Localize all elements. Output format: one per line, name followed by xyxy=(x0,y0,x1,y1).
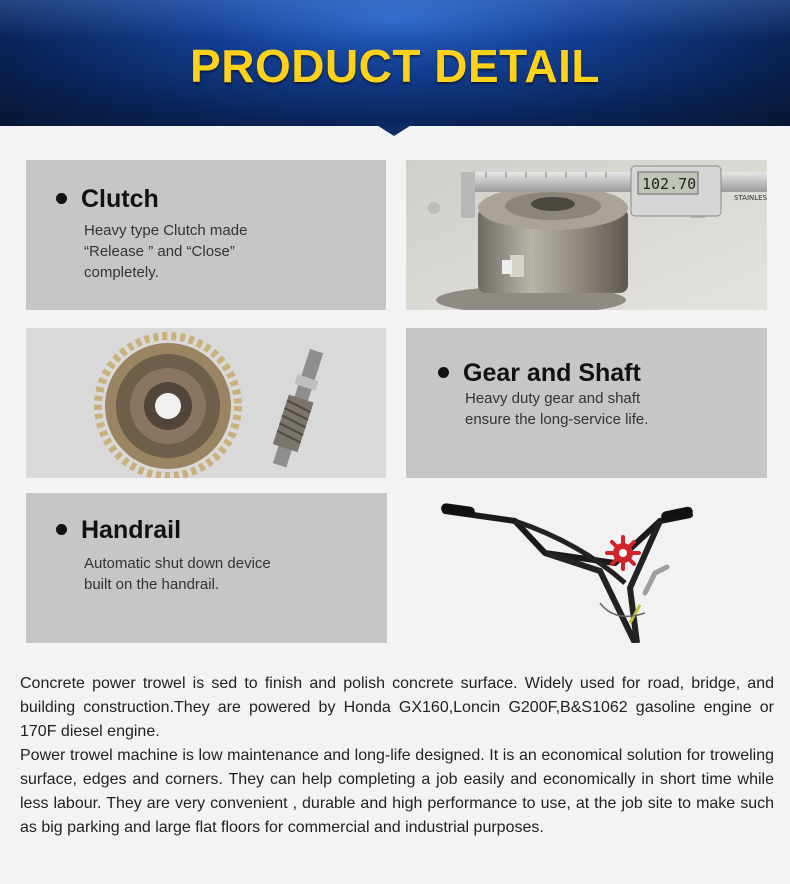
caliper-reading: 102.70 xyxy=(642,175,697,193)
gear-photo xyxy=(26,328,386,478)
handrail-title-text: Handrail xyxy=(81,516,182,544)
gear-title-text: Gear and Shaft xyxy=(463,359,641,387)
clutch-description: Heavy type Clutch made “Release ” and “Close” completely. xyxy=(84,222,248,281)
clutch-photo xyxy=(406,160,767,310)
gear-title xyxy=(438,358,641,388)
bullet-icon xyxy=(438,367,449,378)
handrail-text-panel xyxy=(26,493,387,643)
bullet-icon xyxy=(56,193,67,204)
description-paragraph-1: Concrete power trowel is sed to finish and polish concrete surface. Widely used for road, bridge, and building construction.They are powered by Honda GX160,Loncin G200F,B&S1062 gasoline engine or 170F diesel engine. xyxy=(20,675,774,740)
handrail-photo xyxy=(405,493,765,643)
gear-shaft-image xyxy=(26,328,386,478)
caliper-brand: STAINLES xyxy=(734,194,767,202)
gear-text-panel xyxy=(406,328,767,478)
product-description xyxy=(20,672,774,840)
handrail-image xyxy=(405,493,765,643)
clutch-title-text: Clutch xyxy=(81,185,159,213)
gear-description: Heavy duty gear and shaft ensure the long-service life. xyxy=(465,390,649,428)
description-paragraph-2: Power trowel machine is low maintenance and long-life designed. It is an economical solution for troweling surface, edges and corners. They can help completing a job easily and economically in short time while less labour. They are very convenient , durable and high performance to use, at the job site to make such as big parking and large flat floors for commercial and industrial purposes. xyxy=(20,747,774,836)
handrail-description: Automatic shut down device built on the handrail. xyxy=(84,555,271,593)
header-banner xyxy=(0,0,790,126)
clutch-caliper-image xyxy=(406,160,767,310)
clutch-text-panel xyxy=(26,160,386,310)
bullet-icon xyxy=(56,524,67,535)
banner-notch xyxy=(372,122,416,136)
clutch-title xyxy=(56,184,159,214)
page-title: PRODUCT DETAIL xyxy=(190,40,600,92)
handrail-title xyxy=(56,515,181,545)
